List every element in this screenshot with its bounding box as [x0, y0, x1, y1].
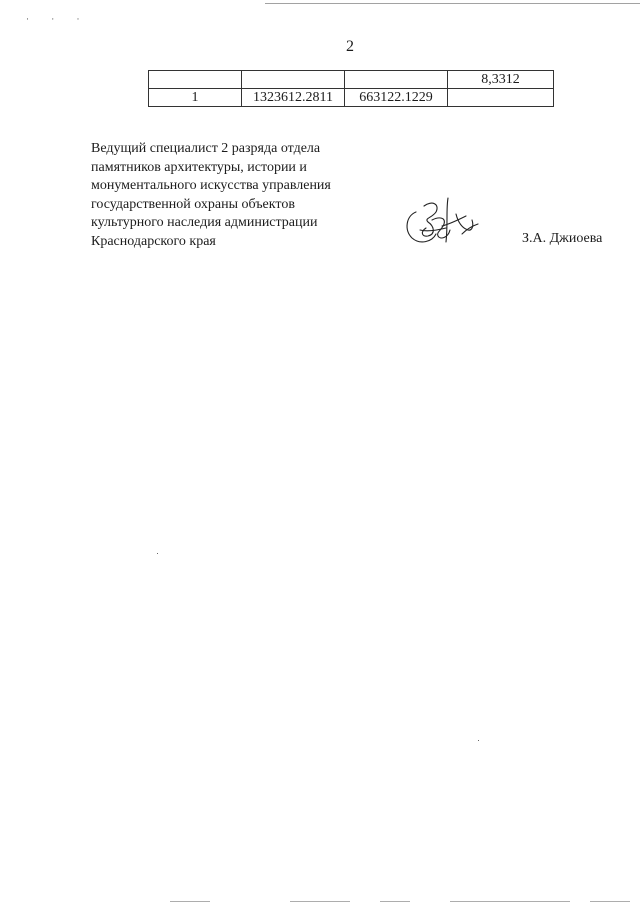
scan-bottom-edge [150, 901, 640, 903]
table-row [149, 71, 554, 89]
table-cell: 663122.1229 [345, 89, 448, 107]
signer-name: З.А. Джиоева [522, 231, 603, 246]
handwritten-signature [402, 190, 484, 250]
scan-artifact-dots: · · · [26, 14, 90, 24]
scan-edge-line [265, 3, 640, 4]
table-cell: 1323612.2811 [242, 89, 345, 107]
scan-speck [478, 740, 479, 741]
signer-position-text: Ведущий специалист 2 разряда отдела памятников архитектуры, истории и монументального искусства управления государственной охраны объектов культурного наследия администрации Краснодарского края [91, 141, 331, 249]
table-cell: 8,3312 [448, 71, 554, 89]
table-cell [242, 71, 345, 89]
table-cell [345, 71, 448, 89]
page-number: 2 [346, 38, 354, 55]
scan-speck [157, 553, 158, 554]
coordinates-table [148, 70, 554, 107]
table-cell [149, 71, 242, 89]
table-cell: 1 [149, 89, 242, 107]
table-cell [448, 89, 554, 107]
table-row [149, 89, 554, 107]
